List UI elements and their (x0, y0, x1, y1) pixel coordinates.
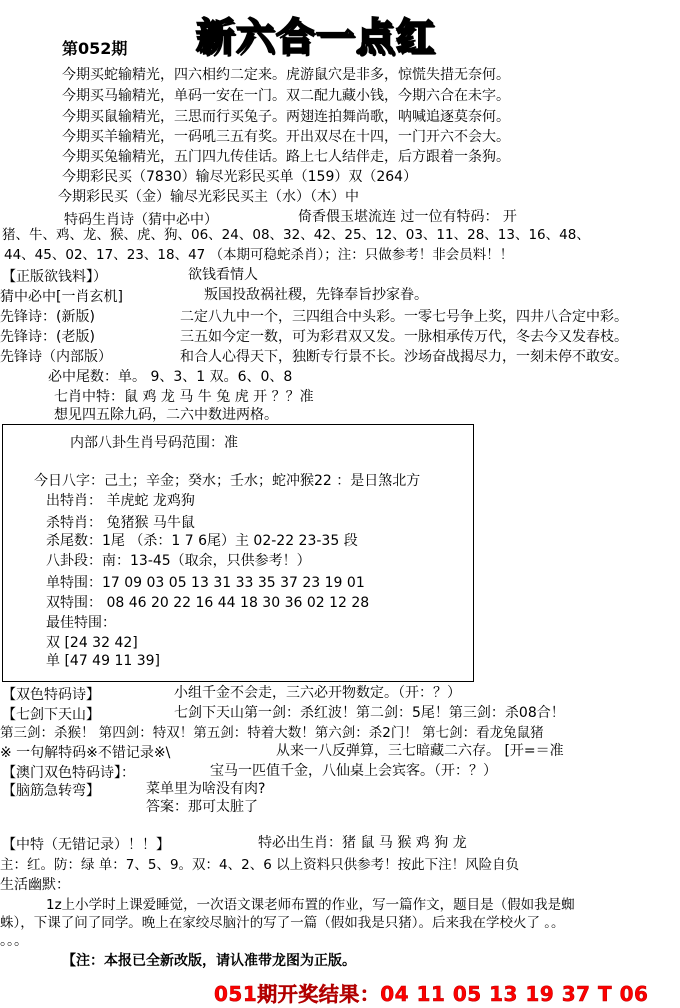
tema-poem: 倚香偎玉堪流连 过一位有特码： 开 (298, 209, 517, 225)
qijian-line: 第三剑：杀猴！ 第四剑：特双！第五剑：特着大数！第六剑：杀2门！ 第七剑：看龙兔鼠猪 (0, 725, 544, 741)
aomen-text: 宝马一匹值千金，八仙桌上会宾客。（开：？） (210, 763, 497, 779)
youmo-line: 1z上小学时上课爱睡觉，一次语文课老师布置的作业，写一篇作文，题目是（假如我是蜘 (46, 897, 575, 913)
zodiac-line: 猪、牛、鸡、龙、猴、虎、狗、06、24、08、32、42、25、12、03、11、28、13、16、48、 (2, 227, 590, 243)
paper-title: 新六合一点红 (196, 15, 437, 59)
shawei-line: 杀尾数：1尾 （杀：1 7 6尾）主 02-22 23-35 段 (46, 533, 358, 549)
baguaduan-line: 八卦段：南：13-45（取余，只供参考！） (46, 553, 311, 569)
dan-line: 单 [47 49 11 39] (46, 653, 160, 669)
zhengban-label: 【正版欲钱料】） (2, 269, 107, 285)
yiju-text: 从来一八反弹算，三七暗藏二六存。 [开=＝准 (276, 743, 564, 759)
notice-line: 【注：本报已全新改版，请认准带龙图为正版。 (62, 953, 356, 969)
poem-line: 今期买羊输精光，一码吼三五有奖。开出双尽在十四，一门开六不会大。 (62, 129, 510, 145)
youmo-label: 生活幽默： (0, 877, 70, 893)
tema-label: 特码生肖诗（猜中必中） (64, 212, 218, 228)
xianfeng-label: 先锋诗（内部版） (0, 349, 112, 365)
xianfeng-label: 先锋诗：(新版) (0, 309, 95, 325)
caimin-line: 今期彩民买（7830）输尽光彩民买单（159）双（264） (62, 169, 418, 185)
weishu-line: 必中尾数：单。 9、3、1 双。6、0、8 (48, 369, 293, 385)
zuijia-line: 最佳特围： (46, 615, 116, 631)
bagua-title: 内部八卦生肖号码范围：准 (70, 435, 238, 451)
zhengban-text: 欲钱看情人 (188, 267, 258, 283)
issue-number: 第052期 (62, 39, 128, 58)
shuang-line: 双 [24 32 42] (46, 635, 138, 651)
shuangse-label: 【双色特码诗】 (2, 687, 100, 703)
shate-line: 杀特肖： 兔猪猴 马牛鼠 (46, 515, 195, 531)
naojin-label: 【脑筋急转弯】 (2, 783, 100, 799)
shuangte-line: 双特围： 08 46 20 22 16 44 18 30 36 02 12 28 (46, 595, 370, 611)
yiju-label: ※ 一句解特码※不错记录※\ (0, 745, 171, 761)
xianfeng-label: 先锋诗：(老版) (0, 329, 95, 345)
dante-line: 单特围：17 09 03 05 13 31 33 35 37 23 19 01 (46, 575, 365, 591)
xiangjian-line: 想见四五除九码，二六中数进两格。 (54, 407, 278, 423)
naojin-question: 菜单里为啥没有肉? (146, 781, 266, 797)
poem-line: 今期买鼠输精光，三思而行买兔子。两翅连拍舞尚歌，呐喊追逐莫奈何。 (62, 109, 510, 125)
poem-line: 今期买兔输精光，五门四九传佳话。路上七人结伴走，后方跟着一条狗。 (62, 149, 510, 165)
shuangse-text: 小组千金不会走，三六必开物数定。（开：？） (174, 685, 461, 701)
poem-line: 今期买马输精光，单码一安在一门。双二配九藏小钱，今期六合在未字。 (62, 88, 510, 104)
poem-line: 今期买蛇输精光，四六相约二定来。虎游鼠穴是非多，惊慌失措无奈何。 (62, 67, 510, 83)
xianfeng-text: 三五如今定一数，可为彩君双又发。一脉相承传万代，冬去今又发春枝。 (180, 329, 628, 345)
zhu-line: 主：红。防：绿 单：7、5、9。双：4、2、6 以上资料只供参考！按此下注！风险自负 (0, 857, 520, 873)
caizhong-text: 叛国投敌祸社稷，先锋奉旨抄家眷。 (204, 287, 428, 303)
youmo-line: 。。。 (0, 933, 28, 949)
qijian-label: 【七剑下天山】 (2, 707, 100, 723)
numbers-line: 44、45、02、17、23、18、47 （本期可稳蛇杀肖）；注：只做参考！非会员料！！ (4, 247, 514, 263)
result-banner: 051期开奖结果：04 11 05 13 19 37 T 06 (214, 982, 649, 1006)
bazi-line: 今日八字：己土；辛金；癸水；壬水；蛇冲猴22 ：是日煞北方 (34, 473, 421, 489)
youmo-line: 蛛），下课了问了同学。晚上在家绞尽脑汁的写了一篇（假如我是只猪）。后来我在学校火了 。。 (0, 915, 565, 931)
aomen-label: 【澳门双色特码诗】： (2, 765, 135, 781)
qijian-line: 七剑下天山第一剑：杀红波！第二剑：5尾！第三剑：杀08合！ (174, 705, 565, 721)
xianfeng-text: 和合人心得天下，独断专行景不长。沙场奋战揭尽力，一刻未停不敢安。 (180, 349, 628, 365)
chute-line: 出特肖： 羊虎蛇 龙鸡狗 (46, 493, 195, 509)
caizhong-label: 猜中必中[一肖玄机] (0, 289, 123, 305)
zhongte-text: 特必出生肖：猪 鼠 马 猴 鸡 狗 龙 (258, 835, 467, 851)
zhongte-label: 【中特（无错记录）！！】 (2, 837, 170, 853)
qishou-line: 七肖中特：鼠 鸡 龙 马 牛 兔 虎 开 ？？准 (54, 389, 314, 405)
caimin-line: 今期彩民买（金）输尽光彩民买主（水）（木）中 (58, 189, 359, 205)
xianfeng-text: 二定八九中一个，三四组合中头彩。一零七号争上奖，四井八合定中彩。 (180, 309, 628, 325)
naojin-answer: 答案：那可太脏了 (146, 799, 258, 815)
